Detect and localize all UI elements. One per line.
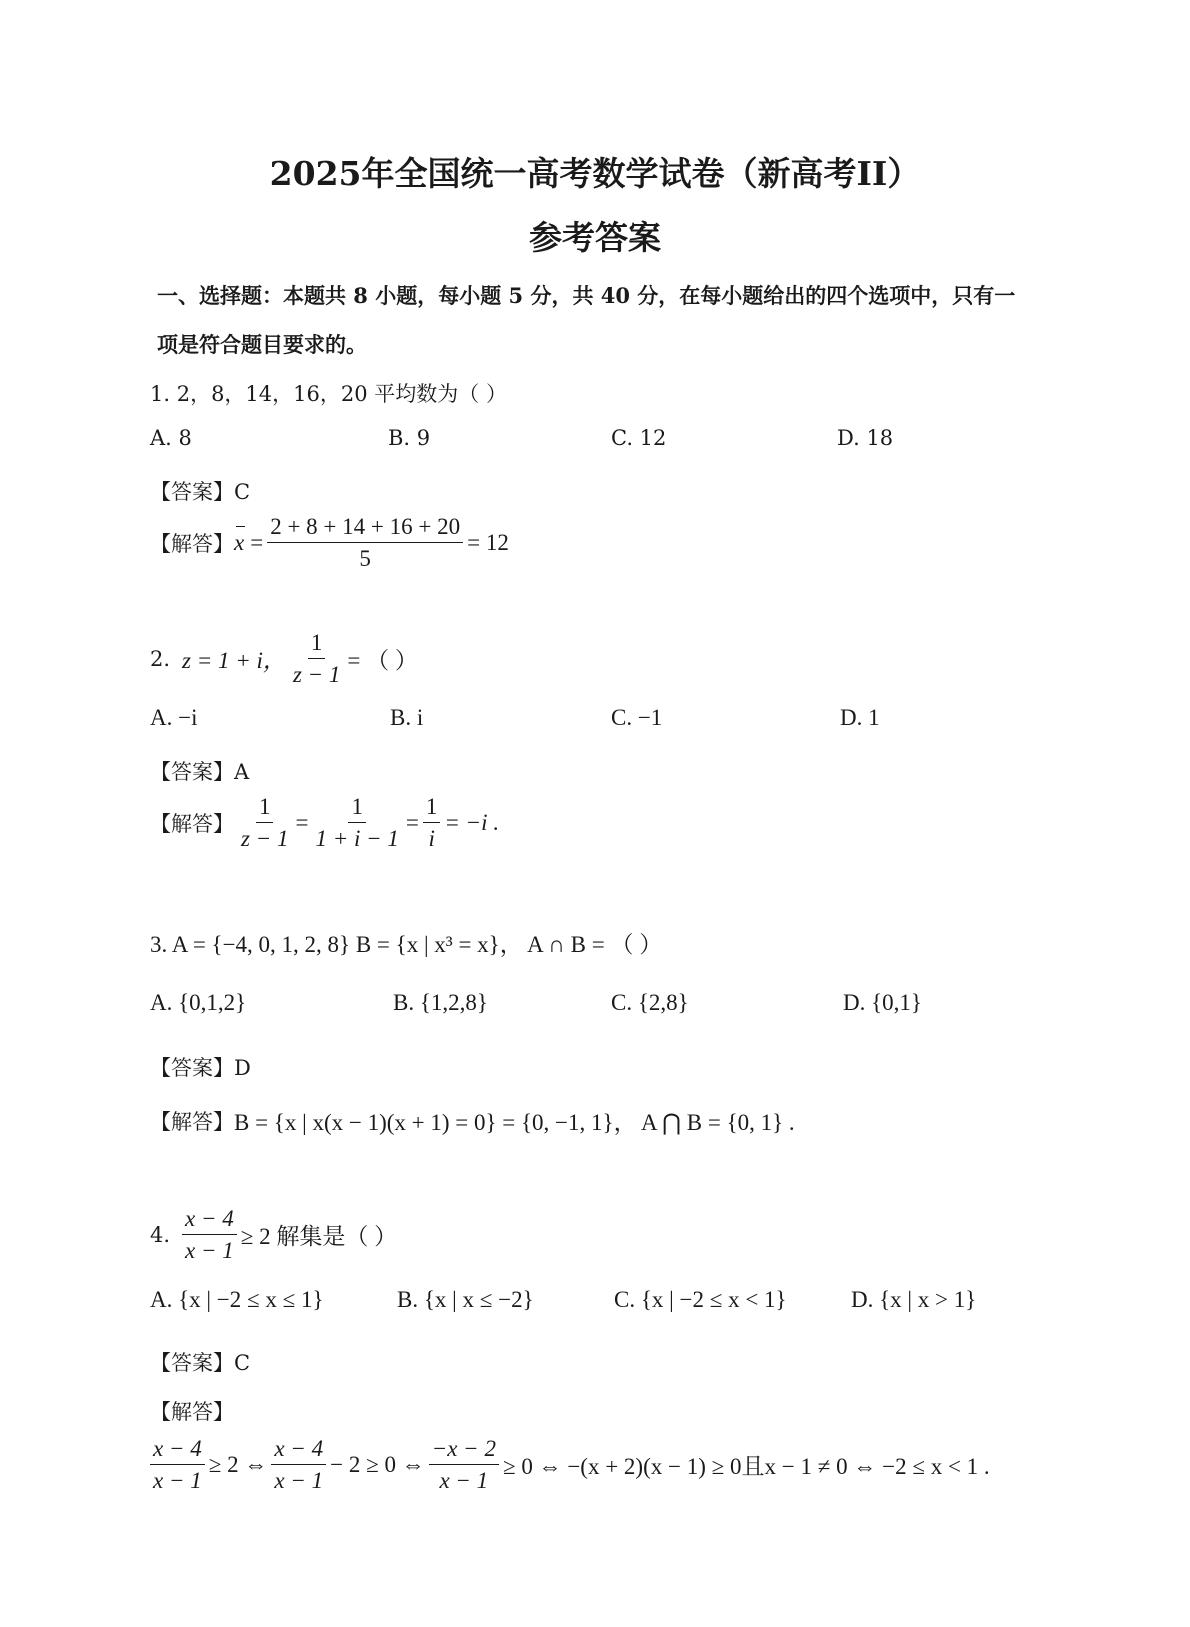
- answer-label: 【答案】: [150, 1351, 234, 1375]
- q3-answer-value: D: [234, 1056, 251, 1080]
- q4-sol-fraction-3: [429, 1436, 499, 1494]
- q1-answer: [150, 476, 250, 506]
- answer-label: 【答案】: [150, 1056, 234, 1080]
- q2-stem-denominator: z − 1: [292, 662, 341, 688]
- q3-solution-text: B = {x | x(x − 1)(x + 1) = 0} = {0, −1, 1}， A ⋂ B = {0, 1} .: [234, 1110, 795, 1135]
- q4-sol-f3-denominator: x − 1: [439, 1468, 489, 1494]
- q2-option-c: C. −1: [611, 705, 663, 730]
- q4-sol-fraction-2: [271, 1436, 326, 1494]
- q1-solution: 【解答】 x = $\frac{2 + 8 + 14 + 16 + 20}{5}$ = 12: [150, 514, 509, 572]
- q2-stem-b: = （ ）: [347, 648, 418, 674]
- q4-option-b: B. {x | x ≤ −2}: [397, 1287, 534, 1312]
- q2-sol-fraction-2: [312, 794, 401, 852]
- q2-answer: [150, 756, 249, 786]
- q4-sol-mid1: ≥ 2 ⇔: [208, 1451, 268, 1477]
- q4-sol-tail: ≥ 0 ⇔ −(x + 2)(x − 1) ≥ 0且x − 1 ≠ 0 ⇔ −2 ≤ x < 1 .: [502, 1454, 990, 1480]
- q2-sol-tail: = −i .: [444, 809, 500, 835]
- q4-solution-label: 【解答】: [150, 1400, 234, 1424]
- q2-sol-f3-numerator: 1: [423, 794, 441, 823]
- q2-sol-f2-numerator: 1: [348, 794, 366, 823]
- q2-option-b: B. i: [390, 705, 424, 730]
- q1-answer-value: C: [234, 480, 251, 504]
- q1-fraction-denominator: 5: [359, 546, 371, 572]
- q3-solution: [150, 1104, 795, 1137]
- q4-number: 4.: [150, 1222, 171, 1247]
- q2-sol-f1-numerator: 1: [256, 794, 274, 823]
- q2-sol-fraction-3: [423, 794, 441, 852]
- q4-answer-value: C: [234, 1351, 251, 1375]
- q2-sol-f3-denominator: i: [428, 826, 435, 852]
- section-header-line2: 项是符合题目要求的。: [157, 332, 367, 357]
- page-title: 2025年全国统一高考数学试卷（新高考II）: [269, 154, 921, 193]
- q2-number: 2.: [150, 646, 171, 671]
- q2-option-d: D. 1: [840, 705, 880, 730]
- q1-fraction: [267, 514, 463, 572]
- answer-label: 【答案】: [150, 760, 234, 784]
- q3-stem: 3. A = {−4, 0, 1, 2, 8} B = {x | x³ = x}， A ∩ B = （ ）: [150, 932, 663, 957]
- q3-answer: [150, 1052, 251, 1082]
- q4-stem: [150, 1206, 397, 1264]
- q1-option-a: A. 8: [150, 426, 192, 450]
- q2-sol-f1-denominator: z − 1: [241, 826, 289, 852]
- q4-option-c: C. {x | −2 ≤ x < 1}: [614, 1287, 787, 1312]
- q4-sol-f2-numerator: x − 4: [271, 1436, 326, 1465]
- solution-label: 【解答】: [150, 1109, 234, 1134]
- q3-option-b: B. {1,2,8}: [393, 990, 488, 1015]
- q4-sol-f2-denominator: x − 1: [274, 1468, 324, 1494]
- q4-stem-denominator: x − 1: [185, 1238, 234, 1264]
- q4-stem-fraction: [182, 1206, 237, 1264]
- q1-fraction-numerator: 2 + 8 + 14 + 16 + 20: [267, 514, 463, 543]
- q4-answer: [150, 1347, 250, 1377]
- q4-solution: [150, 1436, 990, 1494]
- q2-sol-f2-denominator: 1 + i − 1: [315, 826, 399, 852]
- q4-sol-f1-denominator: x − 1: [153, 1468, 202, 1494]
- solution-label: 【解答】: [150, 811, 234, 836]
- page-subtitle: 参考答案: [529, 218, 661, 257]
- section-header-line1: 一、选择题：本题共 8 小题，每小题 5 分，共 40 分，在每小题给出的四个选项中，只有一: [157, 283, 1016, 308]
- q2-solution: 【解答】 $\frac{1}{z - 1}$ = $\frac{1}{1 + i - 1}$ = $\frac{1}{i}$ = −i .: [150, 794, 500, 852]
- q4-sol-f1-numerator: x − 4: [150, 1436, 205, 1465]
- q4-sol-f3-numerator: −x − 2: [429, 1436, 499, 1465]
- q2-answer-value: A: [234, 760, 250, 784]
- q3-option-d: D. {0,1}: [843, 990, 922, 1015]
- mean-symbol: x: [234, 529, 245, 555]
- q1-option-d: D. 18: [837, 426, 894, 450]
- q3-option-a: A. {0,1,2}: [150, 990, 247, 1015]
- q4-stem-tail: ≥ 2 解集是（ ）: [240, 1224, 398, 1250]
- q1-result: = 12: [467, 529, 509, 555]
- q4-sol-fraction-1: [150, 1436, 205, 1494]
- q4-sol-mid2: − 2 ≥ 0 ⇔: [330, 1451, 425, 1477]
- q3-option-c: C. {2,8}: [611, 990, 689, 1015]
- q2-stem-a: z = 1 + i，: [182, 648, 286, 674]
- q4-option-d: D. {x | x > 1}: [851, 1287, 977, 1312]
- q1-option-b: B. 9: [388, 426, 431, 450]
- q2-sol-fraction-1: [238, 794, 291, 852]
- answer-label: 【答案】: [150, 480, 234, 504]
- q2-option-a: A. −i: [150, 705, 198, 730]
- q1-option-c: C. 12: [611, 426, 667, 450]
- q2-stem-numerator: 1: [308, 630, 326, 659]
- q1-stem: 1. 2，8，14，16，20 平均数为（ ）: [150, 382, 507, 406]
- q2-stem: [150, 630, 418, 688]
- solution-label: 【解答】: [150, 531, 234, 556]
- q4-option-a: A. {x | −2 ≤ x ≤ 1}: [150, 1287, 324, 1312]
- q4-stem-numerator: x − 4: [182, 1206, 237, 1235]
- q2-stem-fraction: [290, 630, 343, 688]
